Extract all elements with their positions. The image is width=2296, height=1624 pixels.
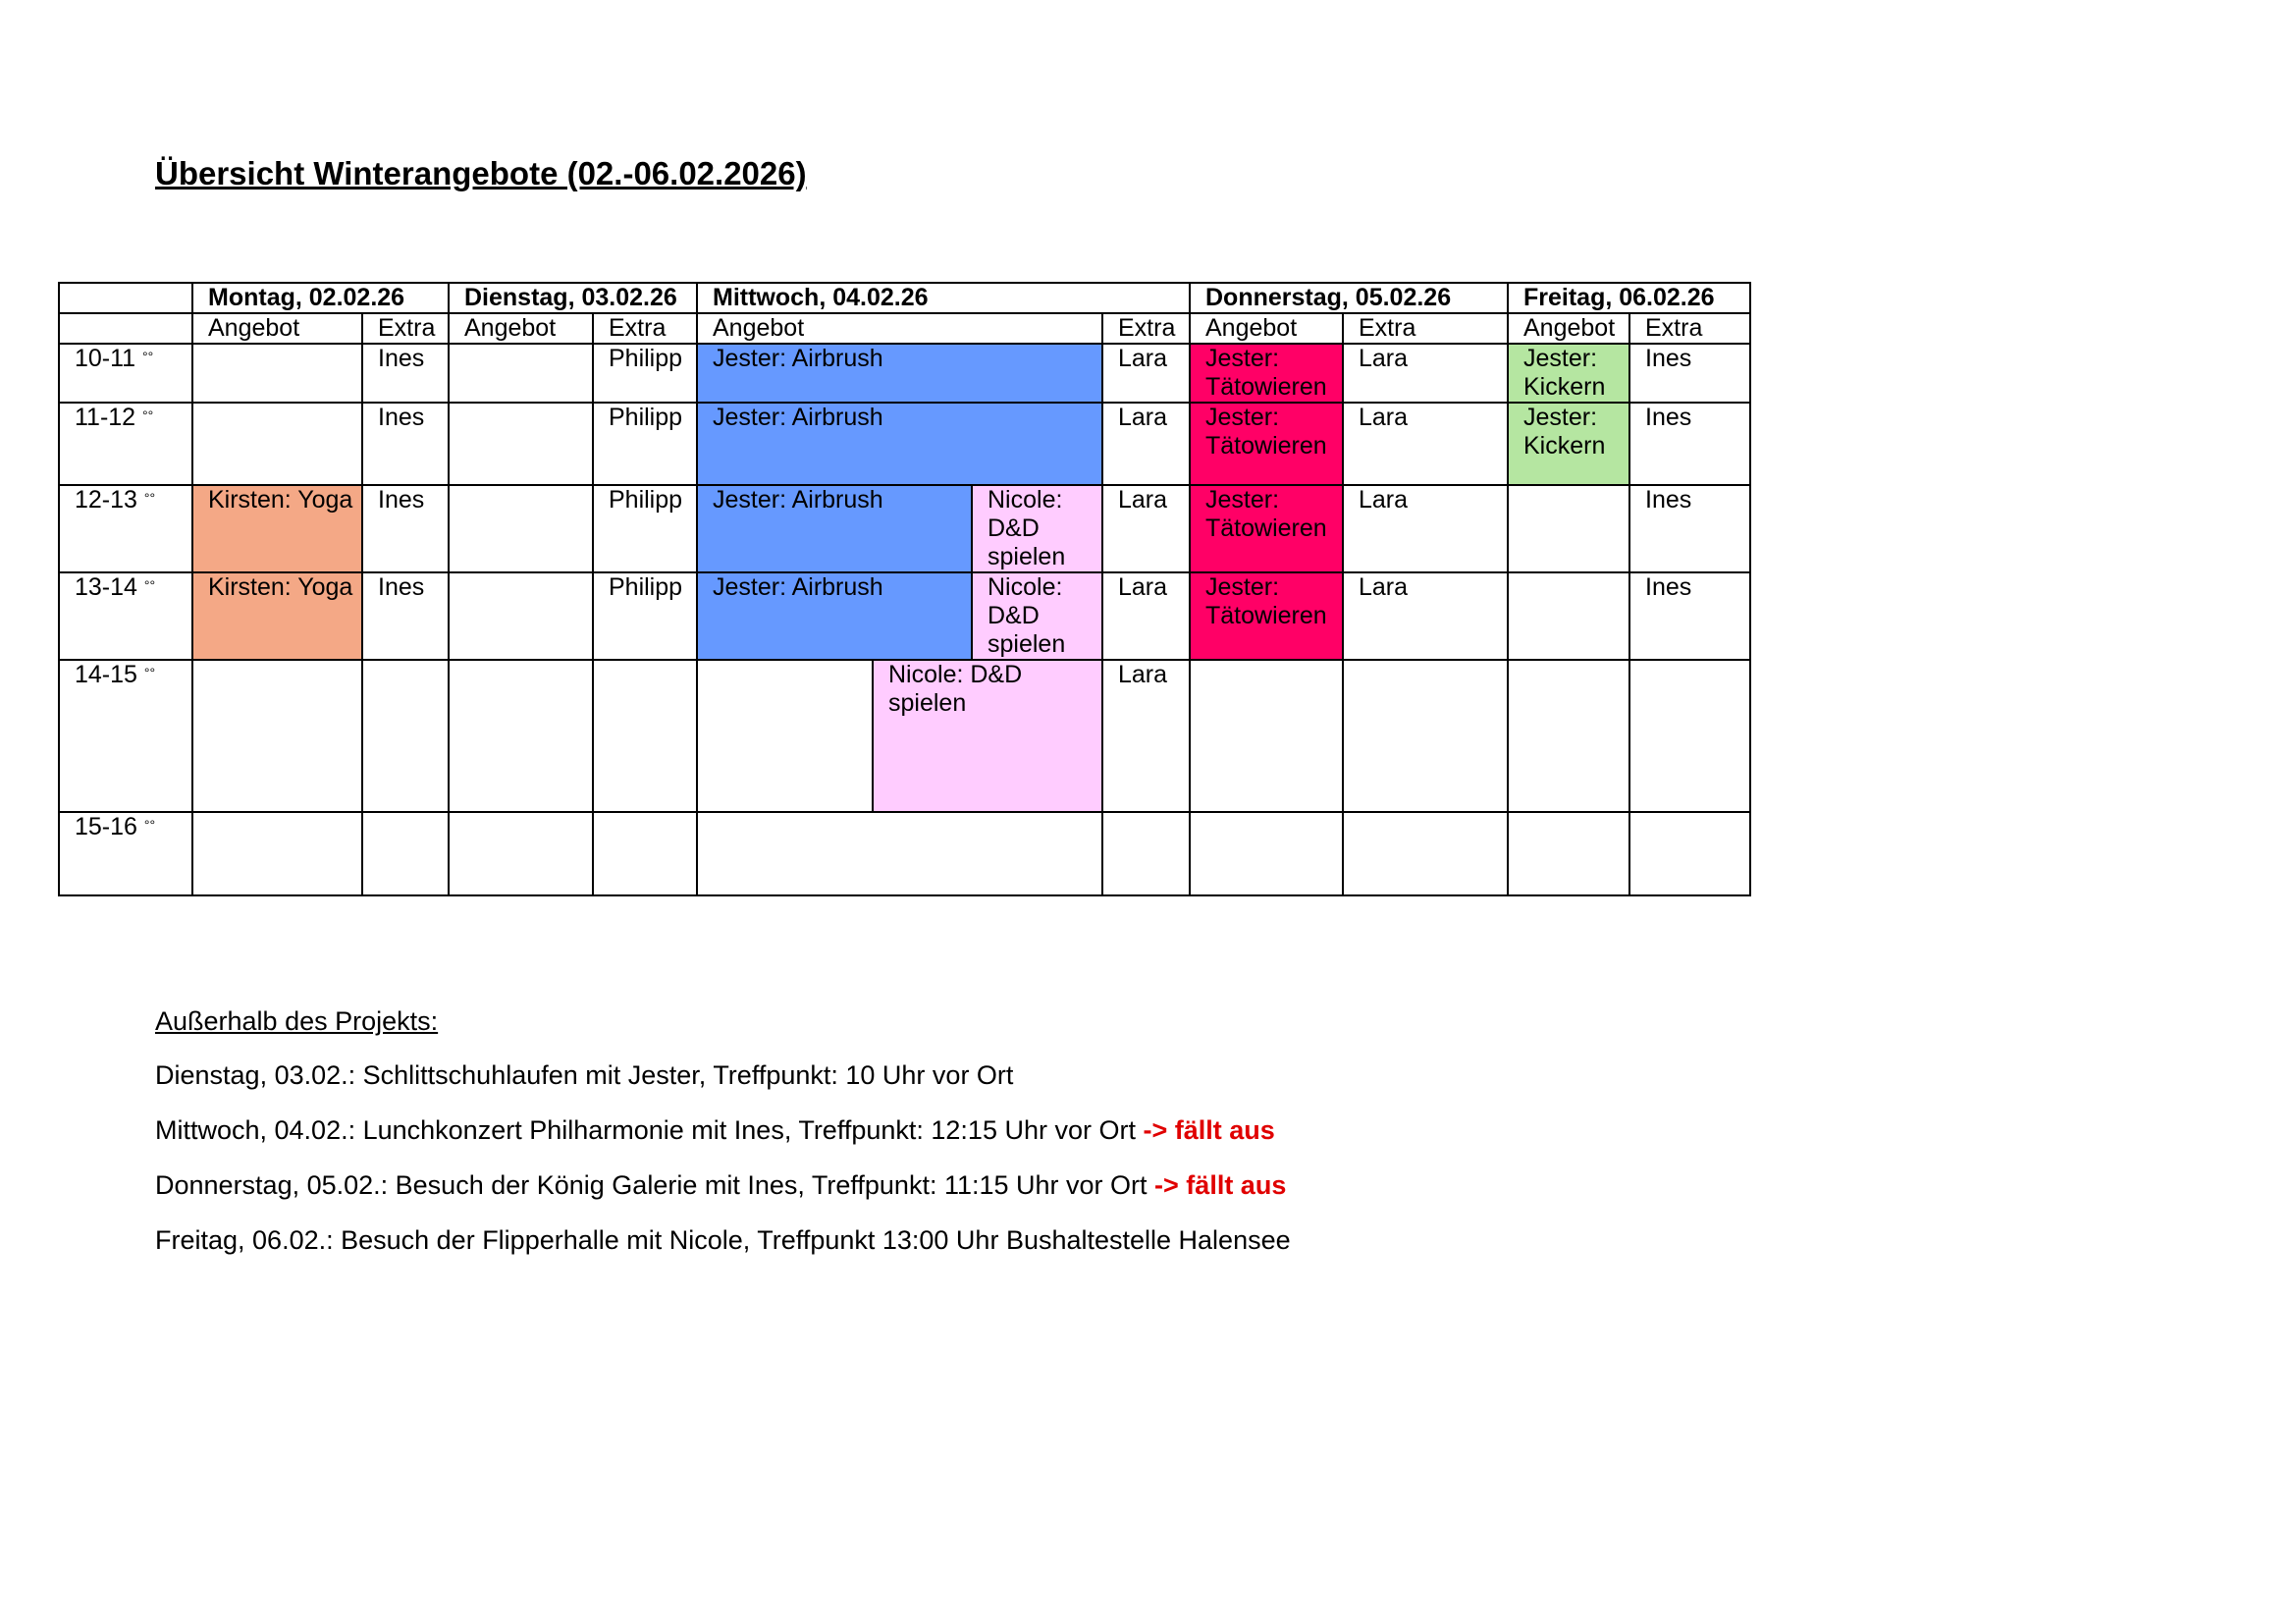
- thursday-extra-cell: Lara: [1343, 485, 1508, 572]
- monday-angebot-cell: [192, 812, 362, 895]
- time-row: [59, 660, 1750, 812]
- col-extra-friday: Extra: [1629, 313, 1750, 344]
- monday-angebot-cell: [192, 344, 362, 403]
- friday-angebot-cell: [1508, 485, 1629, 572]
- wednesday-angebot-cell: Jester: Airbrush: [697, 403, 1102, 485]
- time-cell: [59, 812, 192, 895]
- outside-item-text: Mittwoch, 04.02.: Lunchkonzert Philharmonie mit Ines, Treffpunkt: 12:15 Uhr vor Ort: [155, 1115, 1136, 1145]
- thursday-extra-cell: Lara: [1343, 344, 1508, 403]
- friday-extra-cell: [1629, 812, 1750, 895]
- time-label: 10-11: [75, 345, 136, 372]
- time-row: [59, 403, 1750, 485]
- day-friday: Freitag, 06.02.26: [1508, 283, 1750, 313]
- col-extra-tuesday: Extra: [593, 313, 697, 344]
- friday-extra-cell: Ines: [1629, 344, 1750, 403]
- thursday-angebot-cell: [1190, 660, 1343, 812]
- friday-angebot-cell: [1508, 660, 1629, 812]
- monday-extra-cell: Ines: [362, 344, 449, 403]
- col-extra-monday: Extra: [362, 313, 449, 344]
- thursday-extra-cell: Lara: [1343, 403, 1508, 485]
- col-angebot-friday: Angebot: [1508, 313, 1629, 344]
- tuesday-angebot-cell: [449, 403, 593, 485]
- time-suffix: °°: [142, 349, 154, 364]
- friday-extra-cell: Ines: [1629, 485, 1750, 572]
- time-suffix: °°: [142, 407, 154, 423]
- col-angebot-monday: Angebot: [192, 313, 362, 344]
- time-label: 11-12: [75, 404, 136, 431]
- thursday-angebot-cell: Jester: Tätowieren: [1190, 572, 1343, 660]
- thursday-angebot-cell: Jester: Tätowieren: [1190, 485, 1343, 572]
- corner-cell: [59, 283, 192, 313]
- day-monday: Montag, 02.02.26: [192, 283, 449, 313]
- friday-angebot-cell: [1508, 812, 1629, 895]
- friday-angebot-cell: Jester: Kickern: [1508, 344, 1629, 403]
- cancelled-label: -> fällt aus: [1154, 1170, 1287, 1200]
- friday-extra-cell: Ines: [1629, 572, 1750, 660]
- tuesday-extra-cell: Philipp: [593, 485, 697, 572]
- time-row: [59, 812, 1750, 895]
- dnd-label: Nicole: D&D spielen: [888, 661, 1023, 717]
- time-cell: [59, 660, 192, 812]
- tuesday-extra-cell: Philipp: [593, 344, 697, 403]
- outside-item-wednesday: [155, 1115, 1291, 1146]
- friday-extra-cell: [1629, 660, 1750, 812]
- thursday-angebot-cell: Jester: Tätowieren: [1190, 344, 1343, 403]
- day-header-row: [59, 283, 1750, 313]
- day-thursday: Donnerstag, 05.02.26: [1190, 283, 1508, 313]
- col-angebot-wednesday: Angebot: [697, 313, 1102, 344]
- tuesday-extra-cell: [593, 812, 697, 895]
- wednesday-extra-cell: Lara: [1102, 344, 1190, 403]
- monday-angebot-cell: [192, 660, 362, 812]
- thursday-angebot-cell: Jester: Tätowieren: [1190, 403, 1343, 485]
- schedule-table: [58, 282, 1751, 896]
- time-row: [59, 572, 1750, 660]
- outside-item-friday: [155, 1225, 1291, 1256]
- outside-item-tuesday: [155, 1060, 1291, 1091]
- friday-angebot-cell: Jester: Kickern: [1508, 403, 1629, 485]
- thursday-extra-cell: [1343, 812, 1508, 895]
- tuesday-angebot-cell: [449, 812, 593, 895]
- col-angebot-tuesday: Angebot: [449, 313, 593, 344]
- time-label: 14-15: [75, 661, 137, 688]
- time-suffix: °°: [143, 577, 156, 593]
- wednesday-extra-cell: Lara: [1102, 485, 1190, 572]
- friday-angebot-cell: [1508, 572, 1629, 660]
- time-cell: [59, 485, 192, 572]
- time-suffix: °°: [143, 490, 156, 506]
- wednesday-extra-cell: Lara: [1102, 660, 1190, 812]
- outside-item-text: Dienstag, 03.02.: Schlittschuhlaufen mit Jester, Treffpunkt: 10 Uhr vor Ort: [155, 1060, 1014, 1090]
- thursday-angebot-cell: [1190, 812, 1343, 895]
- tuesday-extra-cell: Philipp: [593, 403, 697, 485]
- corner-cell-2: [59, 313, 192, 344]
- tuesday-extra-cell: Philipp: [593, 572, 697, 660]
- outside-project-section: [155, 1006, 1291, 1280]
- tuesday-angebot-cell: [449, 572, 593, 660]
- monday-extra-cell: [362, 660, 449, 812]
- wednesday-extra-cell: Lara: [1102, 403, 1190, 485]
- monday-angebot-cell: [192, 403, 362, 485]
- wednesday-extra-cell: [1102, 812, 1190, 895]
- time-row: [59, 344, 1750, 403]
- outside-heading: Außerhalb des Projekts:: [155, 1006, 439, 1036]
- time-suffix: °°: [143, 665, 156, 680]
- time-label: 15-16: [75, 813, 137, 840]
- time-suffix: °°: [143, 817, 156, 833]
- tuesday-angebot-cell: [449, 660, 593, 812]
- page-title: Übersicht Winterangebote (02.-06.02.2026): [155, 155, 807, 191]
- col-extra-thursday: Extra: [1343, 313, 1508, 344]
- col-angebot-thursday: Angebot: [1190, 313, 1343, 344]
- outside-item-text: Freitag, 06.02.: Besuch der Flipperhalle mit Nicole, Treffpunkt 13:00 Uhr Bushaltestelle Halensee: [155, 1225, 1291, 1255]
- wednesday-second-angebot-cell: Nicole: D&D spielen: [972, 485, 1102, 572]
- col-extra-wednesday: Extra: [1102, 313, 1190, 344]
- day-wednesday: Mittwoch, 04.02.26: [697, 283, 1190, 313]
- friday-extra-cell: Ines: [1629, 403, 1750, 485]
- outside-item-thursday: [155, 1170, 1291, 1201]
- wednesday-angebot-cell: Jester: Airbrush: [697, 485, 972, 572]
- wednesday-angebot-cell: Jester: Airbrush: [697, 572, 972, 660]
- column-header-row: [59, 313, 1750, 344]
- wednesday-second-angebot-cell: [873, 660, 1102, 812]
- outside-item-text: Donnerstag, 05.02.: Besuch der König Galerie mit Ines, Treffpunkt: 11:15 Uhr vor Ort: [155, 1170, 1148, 1200]
- thursday-extra-cell: Lara: [1343, 572, 1508, 660]
- wednesday-angebot-cell: Jester: Airbrush: [697, 344, 1102, 403]
- wednesday-second-angebot-cell: Nicole: D&D spielen: [972, 572, 1102, 660]
- time-cell: [59, 572, 192, 660]
- monday-angebot-cell: Kirsten: Yoga: [192, 485, 362, 572]
- thursday-extra-cell: [1343, 660, 1508, 812]
- monday-angebot-cell: Kirsten: Yoga: [192, 572, 362, 660]
- monday-extra-cell: Ines: [362, 485, 449, 572]
- day-tuesday: Dienstag, 03.02.26: [449, 283, 697, 313]
- cancelled-label: -> fällt aus: [1143, 1115, 1275, 1145]
- time-row: [59, 485, 1750, 572]
- tuesday-angebot-cell: [449, 485, 593, 572]
- time-cell: [59, 403, 192, 485]
- monday-extra-cell: Ines: [362, 403, 449, 485]
- time-label: 13-14: [75, 573, 137, 601]
- tuesday-extra-cell: [593, 660, 697, 812]
- tuesday-angebot-cell: [449, 344, 593, 403]
- monday-extra-cell: [362, 812, 449, 895]
- wednesday-angebot-cell: [697, 660, 873, 812]
- time-cell: [59, 344, 192, 403]
- time-label: 12-13: [75, 486, 137, 514]
- wednesday-angebot-cell: [697, 812, 1102, 895]
- wednesday-extra-cell: Lara: [1102, 572, 1190, 660]
- monday-extra-cell: Ines: [362, 572, 449, 660]
